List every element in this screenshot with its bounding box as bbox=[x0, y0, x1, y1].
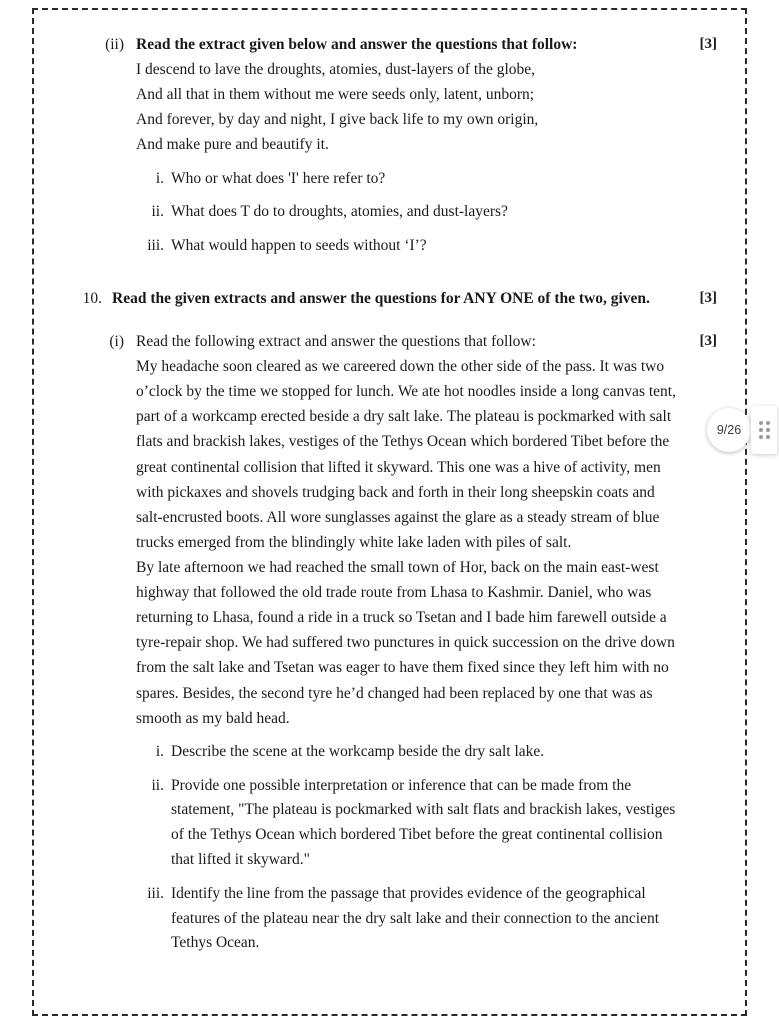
verse-line: And all that in them without me were seeds only, latent, unborn; bbox=[136, 86, 535, 104]
question-ii-body bbox=[136, 32, 677, 268]
list-item-text: Describe the scene at the workcamp beside the dry salt lake. bbox=[171, 742, 545, 760]
list-item-text: What would happen to seeds without ‘I’? bbox=[171, 237, 427, 255]
grid-dots-icon bbox=[759, 421, 770, 439]
extract-paragraph: My headache soon cleared as we careered down the other side of the pass. It was two o’clock by the time we stopped for lunch. We ate hot noodles inside a long canvas tent, part of a workcamp erected beside a dry salt lake. The plateau is pockmarked with salt flats and brackish lakes, vestiges of the Tethys Ocean which bordered Tibet before the great continental collision that lifted it skyward. This one was a hive of activity, men with pickaxes and shovels trudging back and forth in their long sheepskin coats and salt-encrusted boots. All wore sunglasses against the glare as a steady stream of blue trucks emerged from the blindingly white lake laden with piles of salt. bbox=[136, 358, 676, 551]
list-item-number: i. bbox=[155, 742, 164, 760]
document-page bbox=[32, 8, 747, 1016]
question-ii bbox=[62, 32, 717, 268]
list-item-text: Provide one possible interpretation or inference that can be made from the statement, "The plateau is pockmarked with salt flats and brackish lakes, vestiges of the Tethys Ocean which bordered Tibet before the great continental collision that lifted it skyward." bbox=[171, 776, 676, 868]
question-i-lead: Read the following extract and answer the questions that follow: bbox=[136, 333, 536, 351]
question-ii-marks: [3] bbox=[699, 36, 717, 52]
verse-line: And forever, by day and night, I give back life to my own origin, bbox=[136, 111, 539, 129]
question-10 bbox=[62, 286, 717, 311]
list-item-number: iii. bbox=[147, 884, 164, 902]
question-10-lead: Read the given extracts and answer the questions for ANY ONE of the two, given. bbox=[112, 289, 650, 307]
list-item bbox=[136, 774, 677, 873]
list-item-text: Who or what does 'I' here refer to? bbox=[171, 169, 386, 187]
list-item-text: What does T do to droughts, atomies, and dust-layers? bbox=[171, 203, 508, 221]
question-i-extract bbox=[136, 354, 677, 731]
list-item bbox=[136, 167, 677, 192]
question-i-marks: [3] bbox=[699, 333, 717, 350]
list-item bbox=[136, 740, 677, 765]
question-ii-lead: Read the extract given below and answer the questions that follow: bbox=[136, 36, 578, 53]
page-content bbox=[34, 10, 745, 1014]
list-item-text: Identify the line from the passage that provides evidence of the geographical features of the plateau near the dry salt lake and their connection to the ancient Tethys Ocean. bbox=[171, 884, 660, 952]
verse-line: And make pure and beautify it. bbox=[136, 136, 329, 154]
spacer bbox=[62, 270, 717, 286]
question-ii-marker: (ii) bbox=[105, 36, 124, 53]
question-10-marker: 10. bbox=[82, 289, 102, 307]
question-i bbox=[62, 329, 717, 965]
question-ii-subitems bbox=[136, 167, 677, 259]
question-10-body bbox=[112, 286, 677, 311]
spacer bbox=[62, 313, 717, 329]
question-i-body bbox=[136, 329, 677, 965]
verse-line: I descend to lave the droughts, atomies, dust-layers of the globe, bbox=[136, 61, 536, 79]
list-item-number: ii. bbox=[151, 203, 164, 221]
question-i-marker: (i) bbox=[109, 333, 124, 351]
drag-handle-icon[interactable] bbox=[751, 406, 777, 454]
list-item-number: i. bbox=[155, 169, 164, 187]
list-item-number: iii. bbox=[147, 237, 164, 255]
list-item bbox=[136, 234, 677, 259]
list-item bbox=[136, 882, 677, 956]
question-ii-extract bbox=[136, 57, 677, 157]
list-item bbox=[136, 200, 677, 225]
page-indicator: 9/26 bbox=[707, 408, 751, 452]
question-i-subitems bbox=[136, 740, 677, 956]
extract-paragraph: By late afternoon we had reached the small town of Hor, back on the main east-west highway that followed the old trade route from Lhasa to Kashmir. Daniel, who was returning to Lhasa, found a ride in a truck so Tsetan and I bade him farewell outside a tyre-repair shop. We had suffered two punctures in quick succession on the drive down from the salt lake and Tsetan was eager to have them fixed since they left him with no spares. Besides, the second tyre he’d changed had been replaced by one that was as smooth as my bald head. bbox=[136, 559, 675, 727]
question-10-marks: [3] bbox=[699, 289, 717, 306]
list-item-number: ii. bbox=[151, 776, 164, 794]
